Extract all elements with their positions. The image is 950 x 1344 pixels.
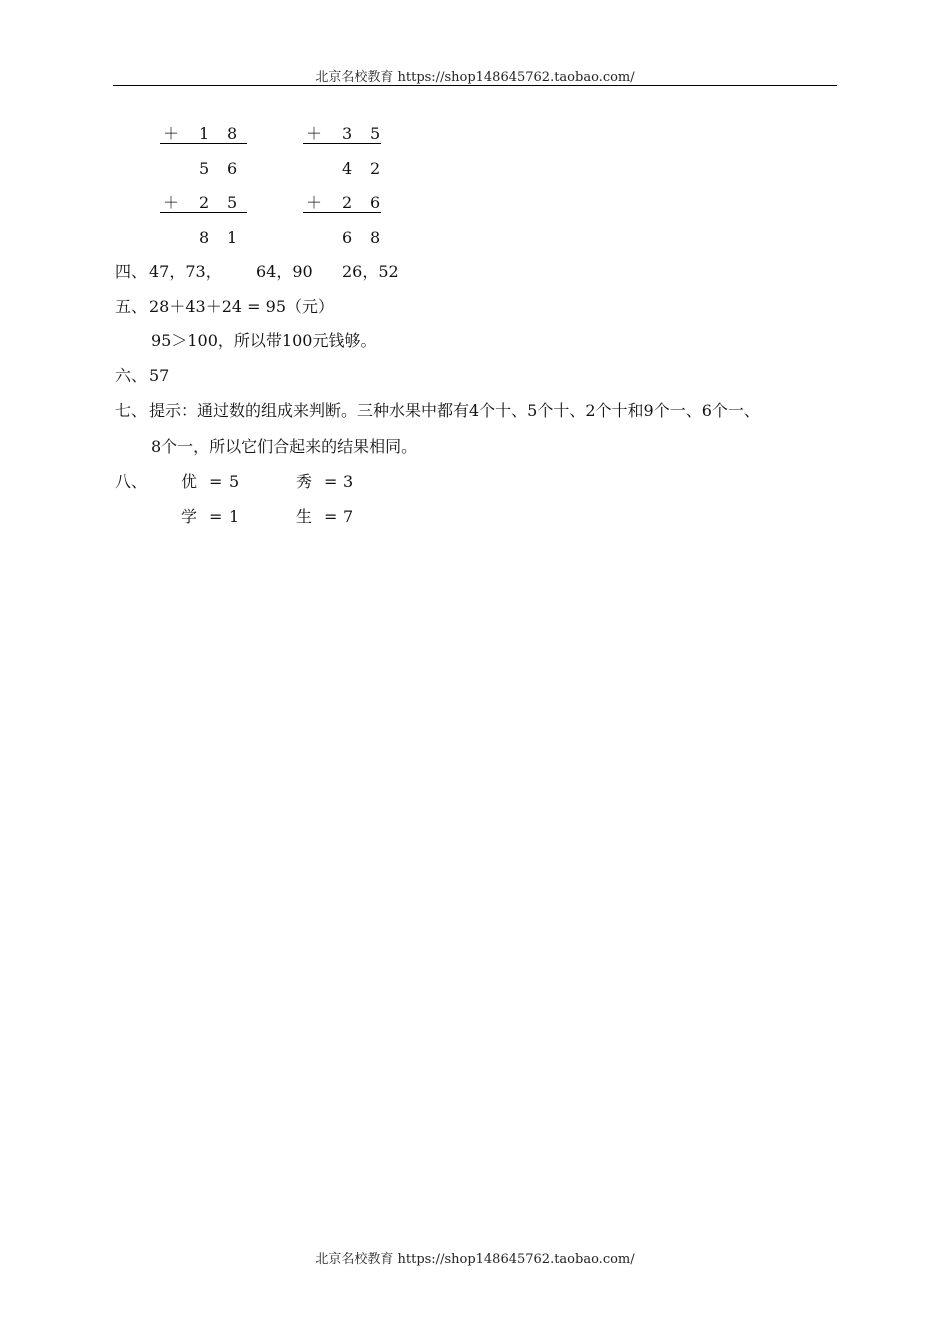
q4-label: 四、 (115, 262, 148, 281)
calc-a1-underline (160, 143, 247, 144)
q8-eq-4: = (324, 507, 338, 526)
calc-b1-result-ones: 2 (370, 159, 381, 178)
q8-char-2: 秀 (296, 472, 313, 491)
calc-b2-ones: 6 (370, 193, 381, 212)
q4-part3: 26，52 (342, 262, 399, 281)
calc-a1-tens: 1 (199, 124, 210, 143)
q7-label: 七、 (115, 401, 148, 420)
calc-b2-tens: 2 (342, 193, 353, 212)
calc-b1-ones: 5 (370, 124, 381, 143)
header-divider (113, 85, 837, 86)
calc-a2-operator: ＋ (163, 193, 180, 212)
q8-eq-3: = (209, 507, 223, 526)
calc-a1-operator: ＋ (163, 124, 180, 143)
q8-value-4: 7 (343, 507, 354, 526)
q4-part1: 47，73， (149, 262, 222, 281)
calc-a2-ones: 5 (227, 193, 238, 212)
q8-eq-2: = (324, 472, 338, 491)
q8-char-4: 生 (296, 507, 313, 526)
q8-value-1: 5 (229, 472, 240, 491)
calc-a2-tens: 2 (199, 193, 210, 212)
q8-value-3: 1 (229, 507, 240, 526)
calc-b2-operator: ＋ (306, 193, 323, 212)
q8-char-1: 优 (181, 472, 198, 491)
calc-b1-operator: ＋ (306, 124, 323, 143)
calc-b2-result-ones: 8 (370, 228, 381, 247)
q7-line1: 提示：通过数的组成来判断。三种水果中都有4个十、5个十、2个十和9个一、6个一、 (149, 401, 760, 420)
calc-b2-underline (303, 212, 381, 213)
calc-b1-underline (303, 143, 381, 144)
q8-label: 八、 (115, 472, 148, 491)
q6-answer: 57 (149, 366, 170, 385)
page-header: 北京名校教育 https://shop148645762.taobao.com/ (315, 70, 635, 85)
q5-label: 五、 (115, 297, 148, 316)
q6-label: 六、 (115, 366, 148, 385)
calc-a1-result-tens: 5 (199, 159, 210, 178)
calc-a2-result-ones: 1 (227, 228, 238, 247)
q8-eq-1: = (209, 472, 223, 491)
calc-a2-result-tens: 8 (199, 228, 210, 247)
q5-line1: 28＋43＋24 = 95（元） (149, 297, 335, 316)
calc-a2-underline (160, 212, 247, 213)
calc-a1-ones: 8 (227, 124, 238, 143)
calc-b1-result-tens: 4 (342, 159, 353, 178)
calc-b2-result-tens: 6 (342, 228, 353, 247)
calc-b1-tens: 3 (342, 124, 353, 143)
calc-a1-result-ones: 6 (227, 159, 238, 178)
page-footer: 北京名校教育 https://shop148645762.taobao.com/ (315, 1252, 635, 1267)
q8-value-2: 3 (343, 472, 354, 491)
q7-line2: 8个一，所以它们合起来的结果相同。 (151, 437, 418, 456)
q8-char-3: 学 (181, 507, 198, 526)
q5-line2: 95＞100，所以带100元钱够。 (151, 331, 377, 350)
q4-part2: 64，90 (256, 262, 313, 281)
